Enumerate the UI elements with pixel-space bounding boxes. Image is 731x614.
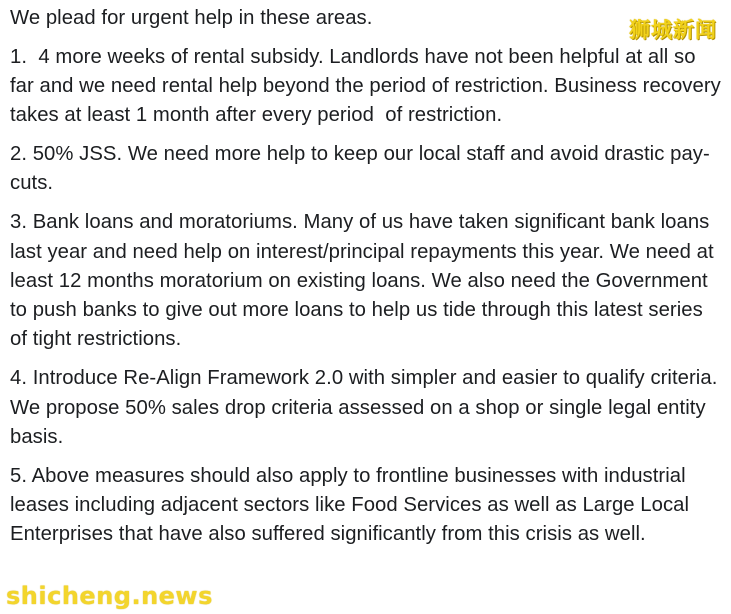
post-intro: We plead for urgent help in these areas. xyxy=(10,7,373,29)
point-5-frontline-businesses: 5. Above measures should also apply to frontline businesses with industrial leases including adjacent sectors like Food Services as well as Large Local Enterprises that have also suffered significantly from this crisis as well. xyxy=(10,464,695,546)
point-3-bank-loans: 3. Bank loans and moratoriums. Many of us have taken significant bank loans last year and need help on interest/principal repayments this year. We need at least 12 months moratorium on existing loans. We also need the Government to push banks to give out more loans to help us tide through this latest series of tight restrictions. xyxy=(10,211,720,351)
point-2-jss: 2. 50% JSS. We need more help to keep our local staff and avoid drastic pay-cuts. xyxy=(10,143,710,195)
watermark-site-bottom: shicheng.news xyxy=(6,582,213,610)
watermark-logo-top: 狮城新闻 xyxy=(629,18,717,42)
point-1-rental-subsidy: 1. 4 more weeks of rental subsidy. Landlords have not been helpful at all so far and we need rental help beyond the period of restriction. Business recovery takes at least 1 month after every period of restriction. xyxy=(10,45,727,127)
point-4-realign-framework: 4. Introduce Re-Align Framework 2.0 with simpler and easier to qualify criteria. We propose 50% sales drop criteria assessed on a shop or single legal entity basis. xyxy=(10,367,724,448)
post-body xyxy=(10,4,727,550)
